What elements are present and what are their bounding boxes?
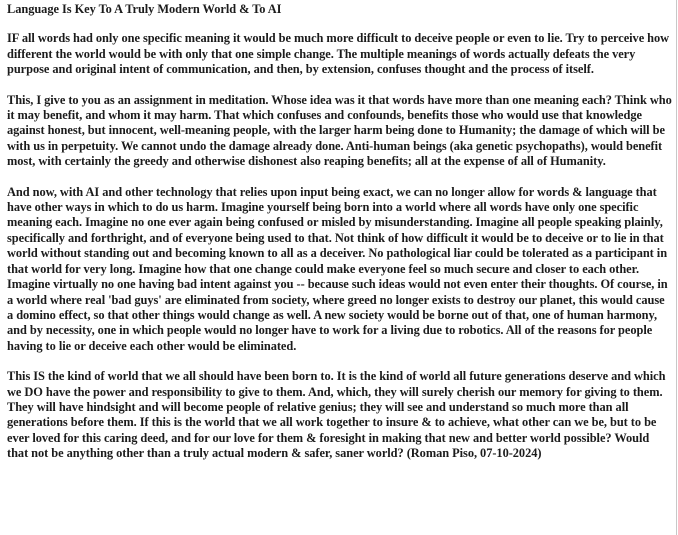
paragraph-ai-and-language: And now, with AI and other technology that relies upon input being exact, we can no longer allow for words & language that have other ways in which to do us harm. Imagine yourself being born into a world where all words have only one specific meaning each. Imagine no one ever again being confused or misled by misunderstanding. Imagine all people speaking plainly, specifically and forthright, and of everyone being used to that. Not think of how difficult it would be to deceive or to lie in that world without standing out and becoming known to all as a deceiver. No pathological liar could be tolerated as a participant in that world for very long. Imagine how that one change could make everyone feel so much secure and closer to each other. Imagine virtually no one having bad intent against you -- because such ideas would not even enter their thoughts. Of course, in a world where real 'bad guys' are eliminated from society, where greed no longer exists to destroy our planet, this would cause a domino effect, so that other things would change as well. A new society would be borne out of that, one of human harmony, and by necessity, one in which people would no longer have to work for a living due to robotics. All of the reasons for people having to lie or deceive each other would be eliminated. [7, 184, 668, 353]
paragraph-meditation: This, I give to you as an assignment in meditation. Whose idea was it that words have more than one meaning each? Think who it may benefit, and whom it may harm. That which confuses and confounds, benefits those who would use that knowledge against honest, but innocent, well-meaning people, with the larger harm being done to Humanity; the damage of which will be with us in perpetuity. We cannot undo the damage already done. Anti-human beings (aka genetic psychopaths), would benefit most, with certainly the greedy and otherwise dishonest also reaping benefits; all at the expense of all of Humanity. [7, 92, 672, 169]
paragraph-intro: IF all words had only one specific meaning it would be much more difficult to deceive people or even to lie. Try to perceive how different the world would be with only that one simple change. The multiple meanings of words actually defeats the very purpose and original intent of communication, and then, by extension, confuses thought and the process of itself. [7, 31, 670, 77]
paragraph-conclusion: This IS the kind of world that we all should have been born to. It is the kind of world all future generations deserve and which we DO have the power and responsibility to give to them. And, which, they will surely cherish our memory for giving to them. They will have hindsight and will become people of relative genius; they will see and understand so much more than all generations before them. If this is the world that we all work together to insure & to achieve, what other can we be, but to be ever loved for this caring deed, and for our love for them & foresight in making that new and better world possible? Would that not be anything other than a truly actual modern & safer, saner world? (Roman Piso, 07-10-2024) [7, 369, 666, 461]
document-title: Language Is Key To A Truly Modern World & To AI [7, 2, 282, 16]
